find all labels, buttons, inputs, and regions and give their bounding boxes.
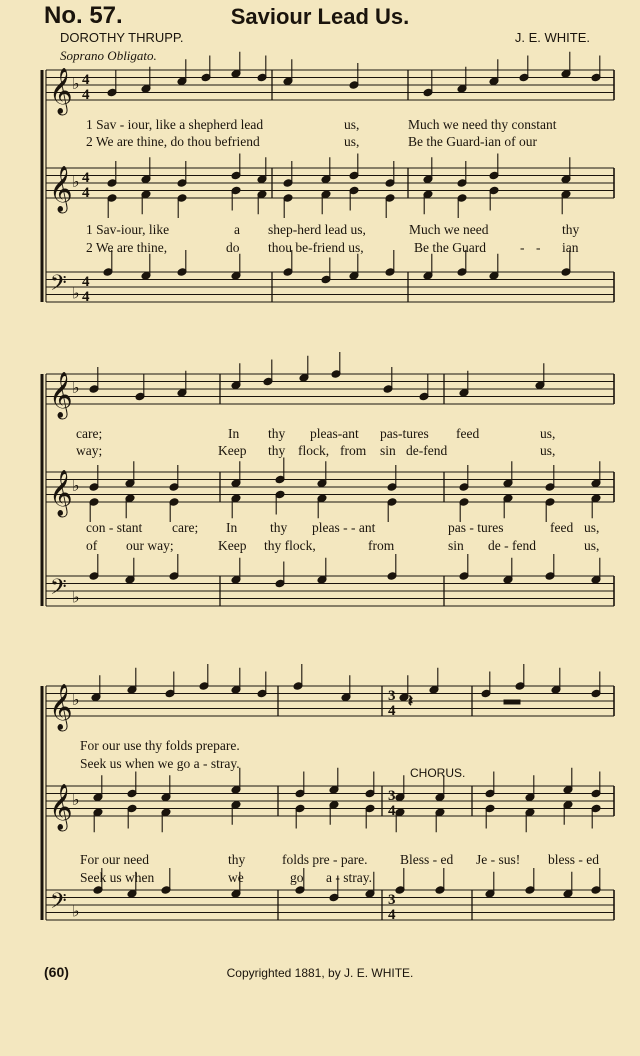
flat-icon: ♭: [72, 690, 80, 709]
lyric-s1-mid-v1-b: a: [234, 222, 240, 237]
time-signature-bottom: 4: [82, 87, 90, 103]
lyric-s1-mid-v2-c: thou be-friend us,: [268, 240, 364, 255]
lyric-s2-mid-v2-h: us,: [584, 538, 600, 553]
flat-icon: ♭: [72, 476, 80, 495]
lyric-s2-mid-v2-d: thy flock,: [264, 538, 316, 553]
bass-clef-icon: 𝄢: [50, 889, 67, 919]
lyric-s2-top-v2-h: us,: [540, 443, 556, 458]
lyric-s1-mid-v2-e: -: [520, 240, 525, 255]
treble-clef-icon: 𝄞: [49, 372, 73, 418]
lyric-s1-mid-v1-d: Much we need: [409, 222, 489, 237]
lyric-s1-mid-v1-a: 1 Sav-iour, like: [86, 222, 170, 237]
lyric-s3-mid-v2-d: a - stray.: [326, 870, 372, 885]
lyric-s2-top-v1-e: pas-tures: [380, 426, 429, 441]
treble-clef-icon: 𝄞: [49, 470, 73, 516]
lyric-s3-mid-v1-c: folds pre - pare.: [282, 852, 368, 867]
time-signature-bottom: 4: [82, 185, 90, 201]
lyric-s2-top-v2-a: way;: [76, 443, 103, 458]
lyric-s2-mid-v2-e: from: [368, 538, 395, 553]
author-credit: DOROTHY THRUPP.: [60, 30, 184, 45]
lyric-s1-mid-v1-c: shep-herd lead us,: [268, 222, 366, 237]
treble-clef-icon: 𝄞: [49, 784, 73, 830]
time-signature-top: 4: [82, 274, 90, 290]
chorus-label: CHORUS.: [410, 766, 466, 780]
treble-clef-icon: 𝄞: [49, 68, 73, 114]
hymn-title: Saviour Lead Us.: [230, 4, 410, 29]
flat-icon: ♭: [72, 74, 80, 93]
lyric-s2-top-v1-d: pleas-ant: [310, 426, 359, 441]
lyric-s2-top-v1-b: In: [228, 426, 240, 441]
chorus-time-signature-bottom: 4: [388, 803, 396, 819]
lyric-s2-top-v1-f: feed: [456, 426, 480, 441]
chorus-time-signature-bottom: 4: [388, 907, 396, 923]
lyric-s1-mid-v2-d: Be the Guard: [414, 240, 486, 255]
time-signature-top: 4: [82, 72, 90, 88]
lyric-s3-mid-v1-f: bless - ed: [548, 852, 599, 867]
flat-icon: ♭: [72, 901, 80, 921]
lyric-s2-top-v2-c: thy: [268, 443, 286, 458]
flat-icon: ♭: [72, 172, 80, 191]
whole-rest: [504, 700, 520, 704]
composer-credit: J. E. WHITE.: [514, 30, 590, 45]
lyric-s2-mid-v2-c: Keep: [218, 538, 247, 553]
flat-icon: ♭: [72, 283, 80, 303]
lyric-s2-mid-v2-b: our way;: [126, 538, 174, 553]
lyric-s2-mid-v1-g: feed: [550, 520, 574, 535]
chorus-time-signature-top: 3: [388, 788, 396, 804]
lyric-s2-top-v2-b: Keep: [218, 443, 247, 458]
copyright-notice: Copyrighted 1881, by J. E. WHITE.: [226, 966, 414, 980]
lyric-s3-mid-v1-b: thy: [228, 852, 246, 867]
lyric-s2-top-v1-g: us,: [540, 426, 556, 441]
lyric-s1-top-v1-c: Much we need thy constant: [408, 117, 557, 132]
lyric-s2-mid-v2-g: de - fend: [488, 538, 536, 553]
treble-clef-icon: 𝄞: [49, 684, 73, 730]
lyric-s3-mid-v1-d: Bless - ed: [400, 852, 454, 867]
lyric-s3-top-v1: For our use thy folds prepare.: [80, 738, 240, 753]
time-signature-bottom: 4: [82, 289, 90, 305]
lyric-s1-top-v1-b: us,: [344, 117, 360, 132]
lyric-s1-mid-v2-g: ian: [562, 240, 579, 255]
bass-clef-icon: 𝄢: [50, 271, 67, 301]
lyric-s2-top-v2-g: de-fend: [406, 443, 448, 458]
lyric-s1-mid-v2-b: do: [226, 240, 240, 255]
lyric-s3-mid-v2-b: we: [228, 870, 244, 885]
lyric-s2-mid-v1-a: con - stant: [86, 520, 143, 535]
soprano-obligato-label: Soprano Obligato.: [60, 48, 157, 63]
time-signature-top: 4: [82, 170, 90, 186]
lyric-s2-mid-v1-f: pas - tures: [448, 520, 504, 535]
lyric-s1-top-v2-b: us,: [344, 134, 360, 149]
chorus-time-signature-top: 3: [388, 892, 396, 908]
lyric-s1-top-v1-a: 1 Sav - iour, like a shepherd lead: [86, 117, 264, 132]
lyric-s1-mid-v2-f: -: [536, 240, 541, 255]
lyric-s3-mid-v1-e: Je - sus!: [476, 852, 521, 867]
lyric-s2-top-v2-d: flock,: [298, 443, 330, 458]
hymn-number: No. 57.: [44, 2, 123, 29]
lyric-s2-mid-v1-h: us,: [584, 520, 600, 535]
lyric-s2-top-v1-a: care;: [76, 426, 103, 441]
lyric-s3-mid-v2-a: Seek us when: [80, 870, 155, 885]
lyric-s2-top-v1-c: thy: [268, 426, 286, 441]
bass-clef-icon: 𝄢: [50, 575, 67, 605]
lyric-s1-mid-v2-a: 2 We are thine,: [86, 240, 168, 255]
lyric-s3-mid-v2-c: go: [290, 870, 304, 885]
lyric-s2-mid-v1-d: thy: [270, 520, 288, 535]
flat-icon: ♭: [72, 587, 80, 607]
lyric-s2-mid-v1-b: care;: [172, 520, 199, 535]
chorus-time-signature-top: 3: [388, 688, 396, 704]
lyric-s2-top-v2-f: sin: [380, 443, 396, 458]
treble-clef-icon: 𝄞: [49, 166, 73, 212]
quarter-rest-icon: 𝄽: [408, 691, 413, 710]
lyric-s1-mid-v1-e: thy: [562, 222, 580, 237]
flat-icon: ♭: [72, 790, 80, 809]
flat-icon: ♭: [72, 378, 80, 397]
lyric-s1-top-v2-a: 2 We are thine, do thou befriend: [86, 134, 260, 149]
lyric-s2-mid-v2-f: sin: [448, 538, 464, 553]
lyric-s3-top-v2: Seek us when we go a - stray.: [80, 756, 240, 771]
chorus-time-signature-bottom: 4: [388, 703, 396, 719]
lyric-s2-mid-v2-a: of: [86, 538, 98, 553]
lyric-s2-mid-v1-c: In: [226, 520, 238, 535]
lyric-s2-top-v2-e: from: [340, 443, 367, 458]
lyric-s3-mid-v1-a: For our need: [80, 852, 149, 867]
lyric-s2-mid-v1-e: pleas - - ant: [312, 520, 376, 535]
lyric-s1-top-v2-c: Be the Guard-ian of our: [408, 134, 537, 149]
page-number: (60): [44, 964, 69, 980]
